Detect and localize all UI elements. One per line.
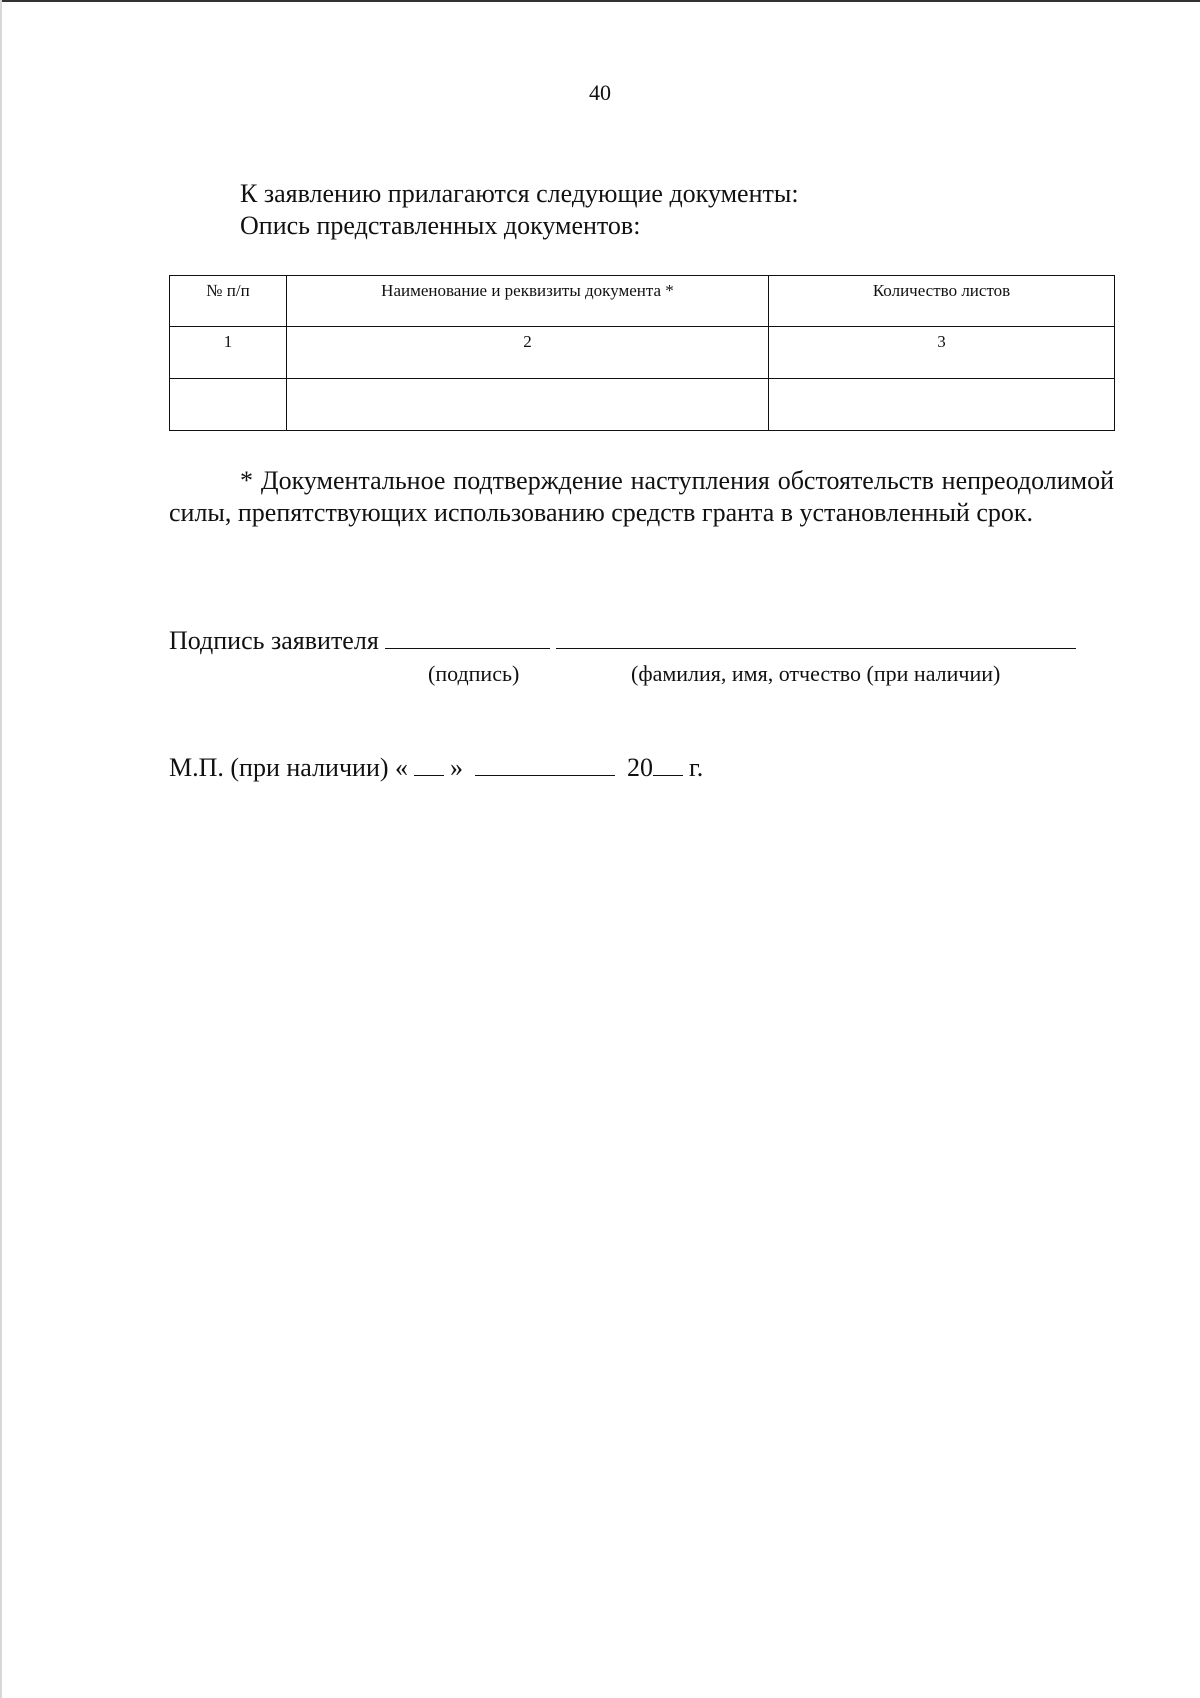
intro-block: [240, 178, 799, 242]
year-blank[interactable]: [653, 753, 683, 776]
signature-blank[interactable]: [385, 626, 550, 649]
column-number-cell: 3: [769, 327, 1115, 379]
header-cell-number: № п/п: [170, 276, 287, 327]
month-blank[interactable]: [475, 753, 615, 776]
table-row: [170, 379, 1115, 431]
table-column-number-row: [170, 327, 1115, 379]
signature-hint: (подпись): [428, 661, 520, 686]
intro-line-inventory: Опись представленных документов:: [240, 211, 641, 240]
day-blank[interactable]: [414, 753, 444, 776]
stamp-date-line: [169, 752, 703, 784]
year-prefix: 20: [627, 753, 654, 782]
table-cell[interactable]: [287, 379, 769, 431]
scan-top-edge: [0, 0, 1200, 2]
stamp-label: М.П. (при наличии) «: [169, 753, 409, 782]
footnote: * Документальное подтверждение наступления обстоятельств непреодолимой силы, препятствующих использованию средств гранта в установленный срок.: [169, 466, 1114, 527]
intro-line-attachments: К заявлению прилагаются следующие документы:: [240, 179, 799, 208]
table-header-row: [170, 276, 1115, 327]
year-suffix: г.: [689, 753, 704, 782]
full-name-hint: (фамилия, имя, отчество (при наличии): [631, 661, 1001, 686]
column-number-cell: 2: [287, 327, 769, 379]
signature-label: Подпись заявителя: [169, 626, 379, 655]
scan-left-edge: [0, 0, 2, 1698]
documents-inventory-table: [169, 275, 1115, 431]
header-cell-sheet-count: Количество листов: [769, 276, 1115, 327]
column-number-cell: 1: [170, 327, 287, 379]
full-name-blank[interactable]: [556, 626, 1076, 649]
page-number: 40: [589, 80, 611, 105]
table-cell[interactable]: [769, 379, 1115, 431]
header-cell-document-name: Наименование и реквизиты документа *: [287, 276, 769, 327]
signature-line: [169, 625, 1076, 657]
table-cell[interactable]: [170, 379, 287, 431]
close-quote: »: [450, 753, 464, 782]
